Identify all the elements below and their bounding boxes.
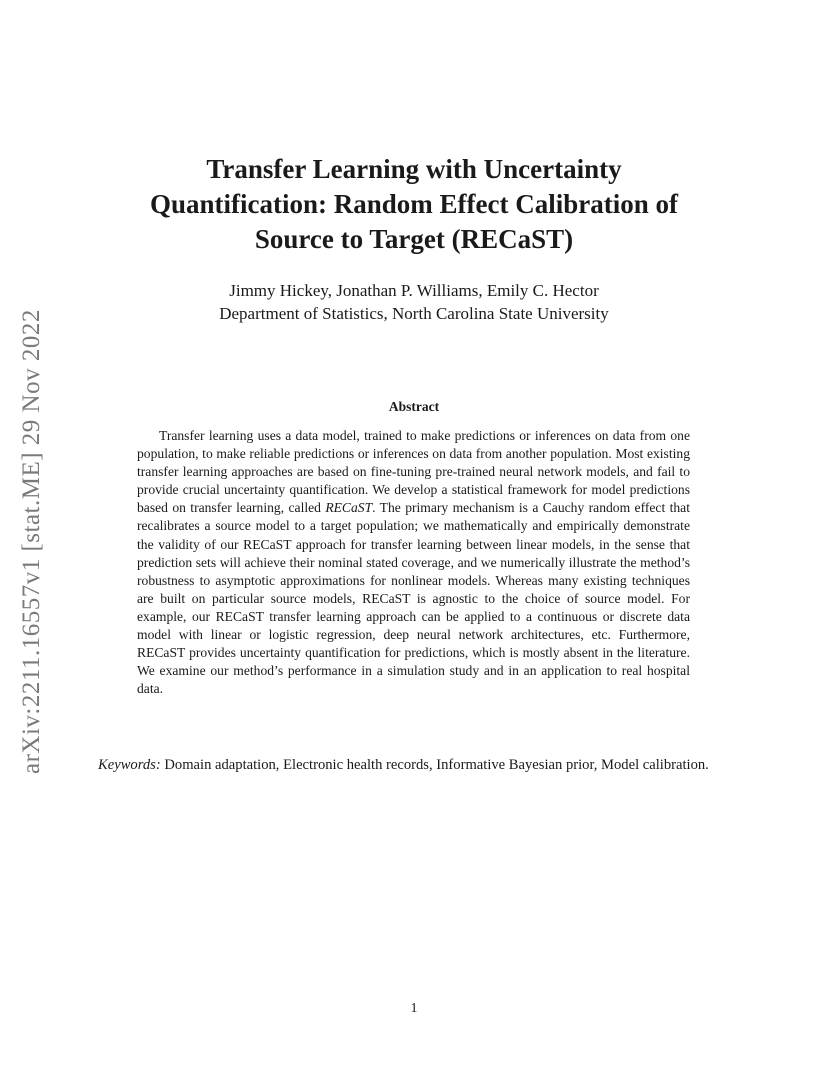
author-names: Jimmy Hickey, Jonathan P. Williams, Emily C. Hector	[229, 281, 599, 300]
paper-title	[90, 152, 738, 257]
method-name: RECaST	[325, 500, 373, 516]
abstract-text	[137, 427, 690, 698]
keywords-label: Keywords:	[98, 757, 161, 773]
affiliation: Department of Statistics, North Carolina State University	[219, 304, 609, 323]
title-line: Source to Target (RECaST)	[254, 224, 574, 254]
abstract-text-part: Transfer learning uses a data model, trained to make predictions or inferences on data from one population, to make reliable predictions or inferences on data from another population. Most existing transfer learning approaches are based on fine-tuning pre-trained neural network models, and fail to provide crucial uncertainty quantification. We develop a statistical framework for model predictions based on transfer learning, called	[137, 428, 690, 516]
page-number: 1	[410, 1001, 418, 1016]
keywords	[98, 755, 732, 775]
abstract-text-part: . The primary mechanism is a Cauchy random effect that recalibrates a source model to a target population; we mathematically and empirically demonstrate the validity of our RECaST approach for transfer learning between linear models, in the sense that prediction sets will achieve their nominal stated coverage, and we numerically illustrate the method’s robustness to asymptotic approximations for nonlinear models. Whereas many existing techniques are built on particular source models, RECaST is agnostic to the choice of source model. For example, our RECaST transfer learning approach can be applied to a continuous or discrete data model with linear or logistic regression, deep neural network architectures, etc. Furthermore, RECaST provides uncertainty quantification for predictions, which is mostly absent in the literature. We examine our method’s performance in a simulation study and in an application to real hospital data.	[137, 500, 690, 697]
arxiv-identifier: arXiv:2211.16557v1 [stat.ME] 29 Nov 2022	[18, 309, 45, 774]
keywords-text: Domain adaptation, Electronic health records, Informative Bayesian prior, Model calibration.	[164, 757, 709, 773]
abstract-heading: Abstract	[388, 399, 440, 414]
title-line: Quantification: Random Effect Calibration of	[150, 189, 678, 219]
title-line: Transfer Learning with Uncertainty	[206, 154, 622, 184]
author-block	[90, 279, 738, 325]
